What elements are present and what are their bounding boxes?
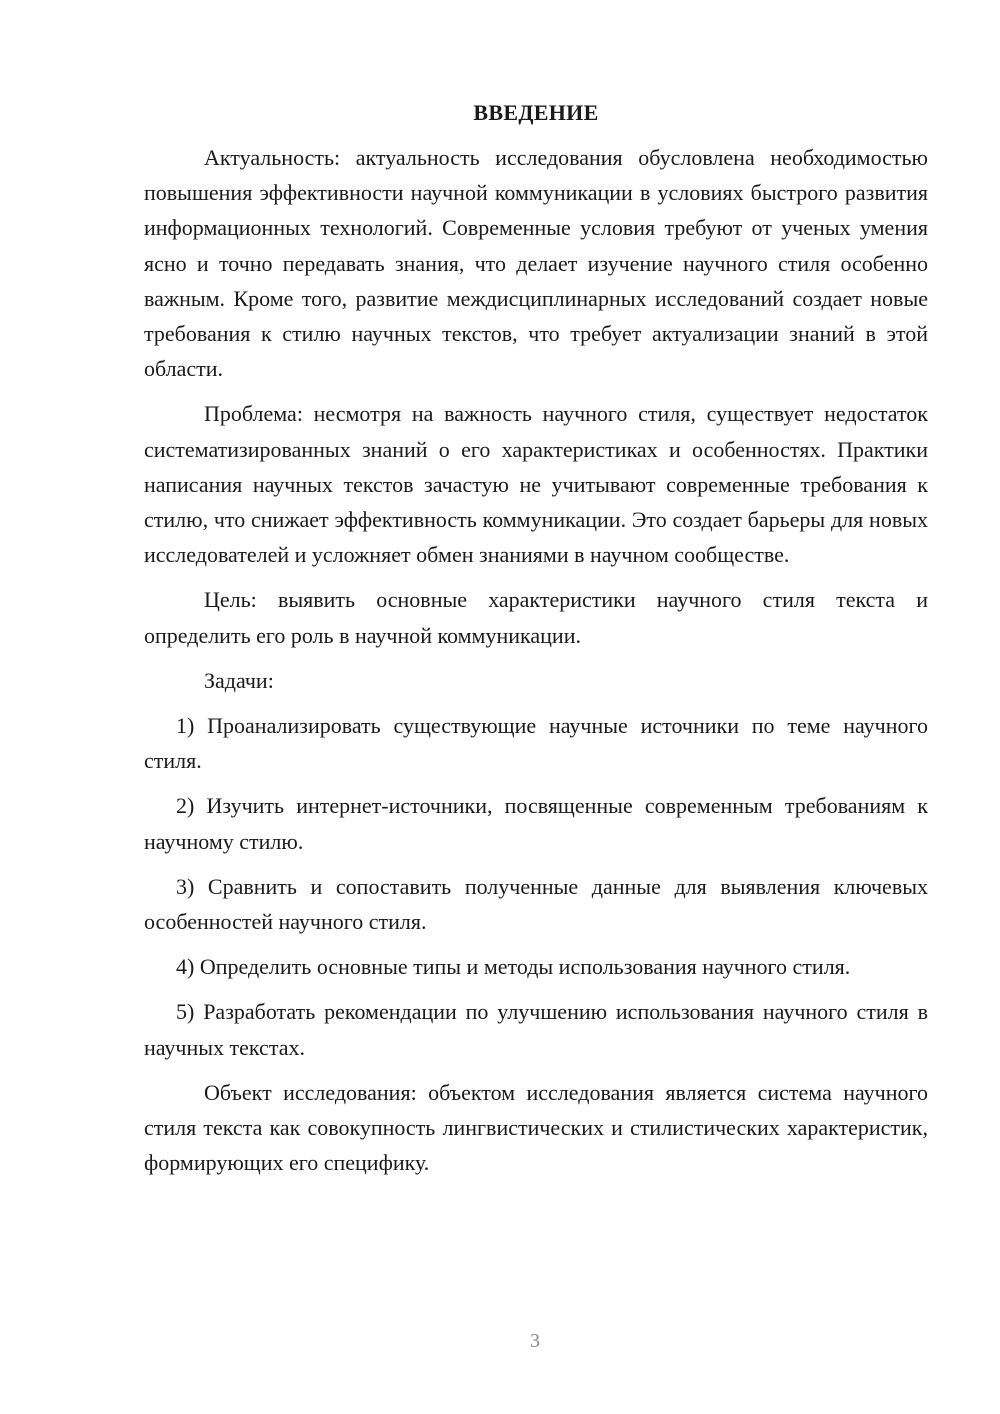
problem-paragraph: Проблема: несмотря на важность научного стиля, существует недостаток систематизированных знаний о его характеристиках и особенностях. Практики написания научных текстов зачастую не учитывают современные требования к стилю, что снижает эффективность коммуникации. Это создает барьеры для новых исследователей и усложняет обмен знаниями в научном сообществе. (144, 401, 928, 568)
task-item-4: 4) Определить основные типы и методы использования научного стиля. (176, 954, 851, 980)
tasks-label: Задачи: (204, 667, 274, 693)
task-item-5: 5) Разработать рекомендации по улучшению использования научного стиля в научных текстах. (144, 999, 928, 1060)
document-page (144, 95, 928, 1180)
page-number: 3 (530, 1330, 540, 1352)
aim-paragraph: Цель: выявить основные характеристики научного стиля текста и определить его роль в научной коммуникации. (144, 587, 928, 648)
task-item-3: 3) Сравнить и сопоставить полученные данные для выявления ключевых особенностей научного стиля. (144, 873, 928, 935)
relevance-paragraph: Актуальность: актуальность исследования обусловлена необходимостью повышения эффективности научной коммуникации в условиях быстрого развития информационных технологий. Современные условия требуют от ученых умения ясно и точно передавать знания, что делает изучение научного стиля особенно важным. Кроме того, развитие междисциплинарных исследований создает новые требования к стилю научных текстов, что требует актуализации знаний в этой области. (144, 145, 928, 382)
object-paragraph: Объект исследования: объектом исследования является система научного стиля текста как совокупность лингвистических и стилистических характеристик, формирующих его специфику. (144, 1079, 928, 1176)
task-item-2: 2) Изучить интернет-источники, посвященные современным требованиям к научному стилю. (144, 793, 928, 854)
section-heading: ВВЕДЕНИЕ (473, 100, 599, 125)
task-item-1: 1) Проанализировать существующие научные источники по теме научного стиля. (144, 713, 928, 774)
